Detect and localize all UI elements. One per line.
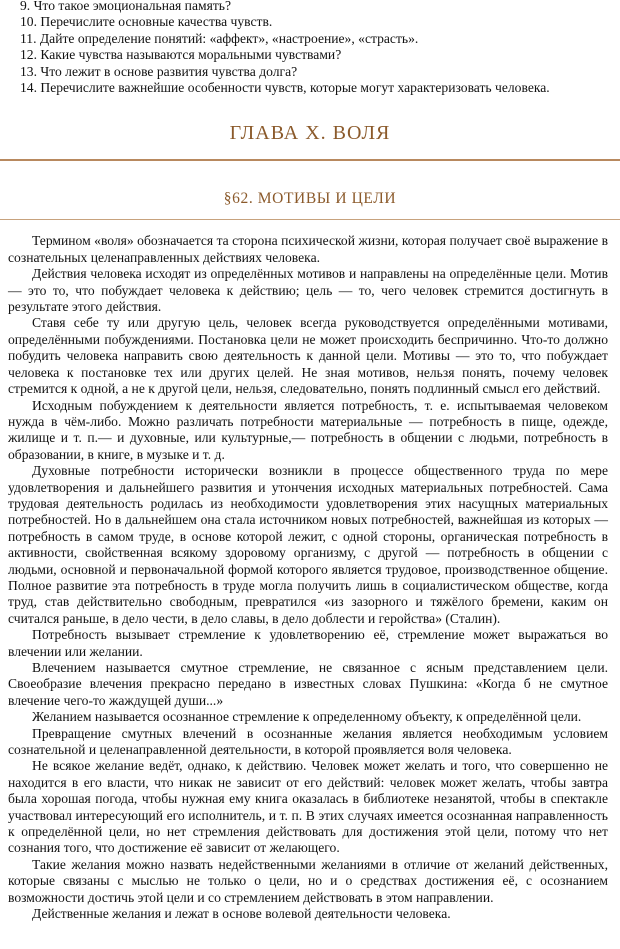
question-item: 11. Дайте определение понятий: «аффект», «настроение», «страсть».	[20, 30, 419, 46]
paragraph: Потребность вызывает стремление к удовлетворению её, стремление может выражаться во влечении или желании.	[8, 627, 608, 659]
question-item: 13. Что лежит в основе развития чувства долга?	[20, 63, 298, 79]
paragraph: Превращение смутных влечений в осознанные желания является необходимым условием сознательной и целенаправленной деятельности, в которой проявляется воля человека.	[8, 725, 608, 758]
paragraph: Желанием называется осознанное стремление к определенному объекту, к определённой цели.	[32, 709, 582, 725]
section-divider	[0, 219, 620, 220]
paragraph: Ставя себе ту или другую цель, человек всегда руководствуется определёнными мотивами, определёнными побуждениями. Постановка цели не может происходить беспричинно. Что-то должно побудить человека направить свою деятельность к данной цели. Мотивы — это то, что побуждает человека к постановке тех или других целей. Не зная мотивов, нельзя понять, почему человек стремится к одной, а не к другой цели, нельзя, следовательно, понять подлинный смысл его действий.	[8, 315, 608, 397]
paragraph: Духовные потребности исторически возникли в процессе общественного труда по мере удовлетворения и дальнейшего развития и утончения исходных материальных потребностей. Сама трудовая деятельность родилась из необходимости удовлетворения этих насущных материальных потребностей. Но в дальнейшем она стала источником новых потребностей, важнейшая из которых — потребность в самом труде, в основе которой лежит, с одной стороны, органическая потребность в активности, свойственная всякому здоровому организму, с другой — потребность в общении с людьми, основной и первоначальной формой которого является трудовое, производственное общение. Полное развитие эта потребность в труде могла получить лишь в социалистическом обществе, когда труд, став действительно свободным, превратился «из зазорного и тяжёлого бремени, каким он считался раньше, в дело чести, в дело славы, в дело доблести и геройства» (Сталин).	[8, 463, 608, 626]
paragraph: Не всякое желание ведёт, однако, к действию. Человек может желать и того, что совершенно не находится в его власти, что никак не зависит от его действий: человек может желать, чтобы завтра была хорошая погода, чтобы нужная ему книга оказалась в библиотеке незанятой, чтобы в спектакле участвовал интересующий его исполнитель, и т. п. В этих случаях имеется осознанная направленность к определённой цели, но нет стремления действовать для достижения этой цели, потому что нет сознания того, что достижение её зависит от желающего.	[8, 758, 608, 856]
question-item: 12. Какие чувства называются моральными чувствами?	[20, 47, 342, 63]
paragraph: Термином «воля» обозначается та сторона психической жизни, которая получает своё выражение в сознательных целенаправленных действиях человека.	[8, 233, 608, 265]
paragraph: Такие желания можно назвать недейственными желаниями в отличие от желаний действенных, которые связаны с мыслью не только о цели, но и о средствах достижения её, с осознанием возможности достичь этой цели и со стремлением действовать в этом направлении.	[8, 856, 608, 905]
section-title: §62. МОТИВЫ И ЦЕЛИ	[223, 190, 397, 208]
question-item: 10. Перечислите основные качества чувств.	[20, 14, 273, 30]
chapter-divider	[0, 159, 620, 161]
question-item: 9. Что такое эмоциональная память?	[20, 0, 232, 13]
paragraph: Исходным побуждением к деятельности является потребность, т. е. испытываемая человеком нужда в чём-либо. Можно различать потребности материальные — потребность в пище, одежде, жилище и т. п.— и духовные, или культурные,— потребность в общении с людьми, потребность в образовании, в книге, в музыке и т. д.	[8, 397, 608, 462]
question-item: 14. Перечислите важнейшие особенности чувств, которые могут характеризовать человека.	[20, 80, 550, 96]
section-body	[0, 233, 620, 922]
paragraph: Действия человека исходят из определённых мотивов и направлены на определённые цели. Мотив — это то, что побуждает человека к действию; цель — то, чего человек стремится достигнуть в результате этого действия.	[8, 266, 608, 315]
review-questions	[0, 0, 620, 96]
paragraph: Действенные желания и лежат в основе волевой деятельности человека.	[32, 906, 451, 922]
paragraph: Влечением называется смутное стремление, не связанное с ясным представлением цели. Своеобразие влечения прекрасно передано в известных словах Пушкина: «Когда б не смутное влечение чего-то жаждущей души...»	[8, 660, 608, 708]
chapter-title: ГЛАВА X. ВОЛЯ	[229, 122, 391, 145]
